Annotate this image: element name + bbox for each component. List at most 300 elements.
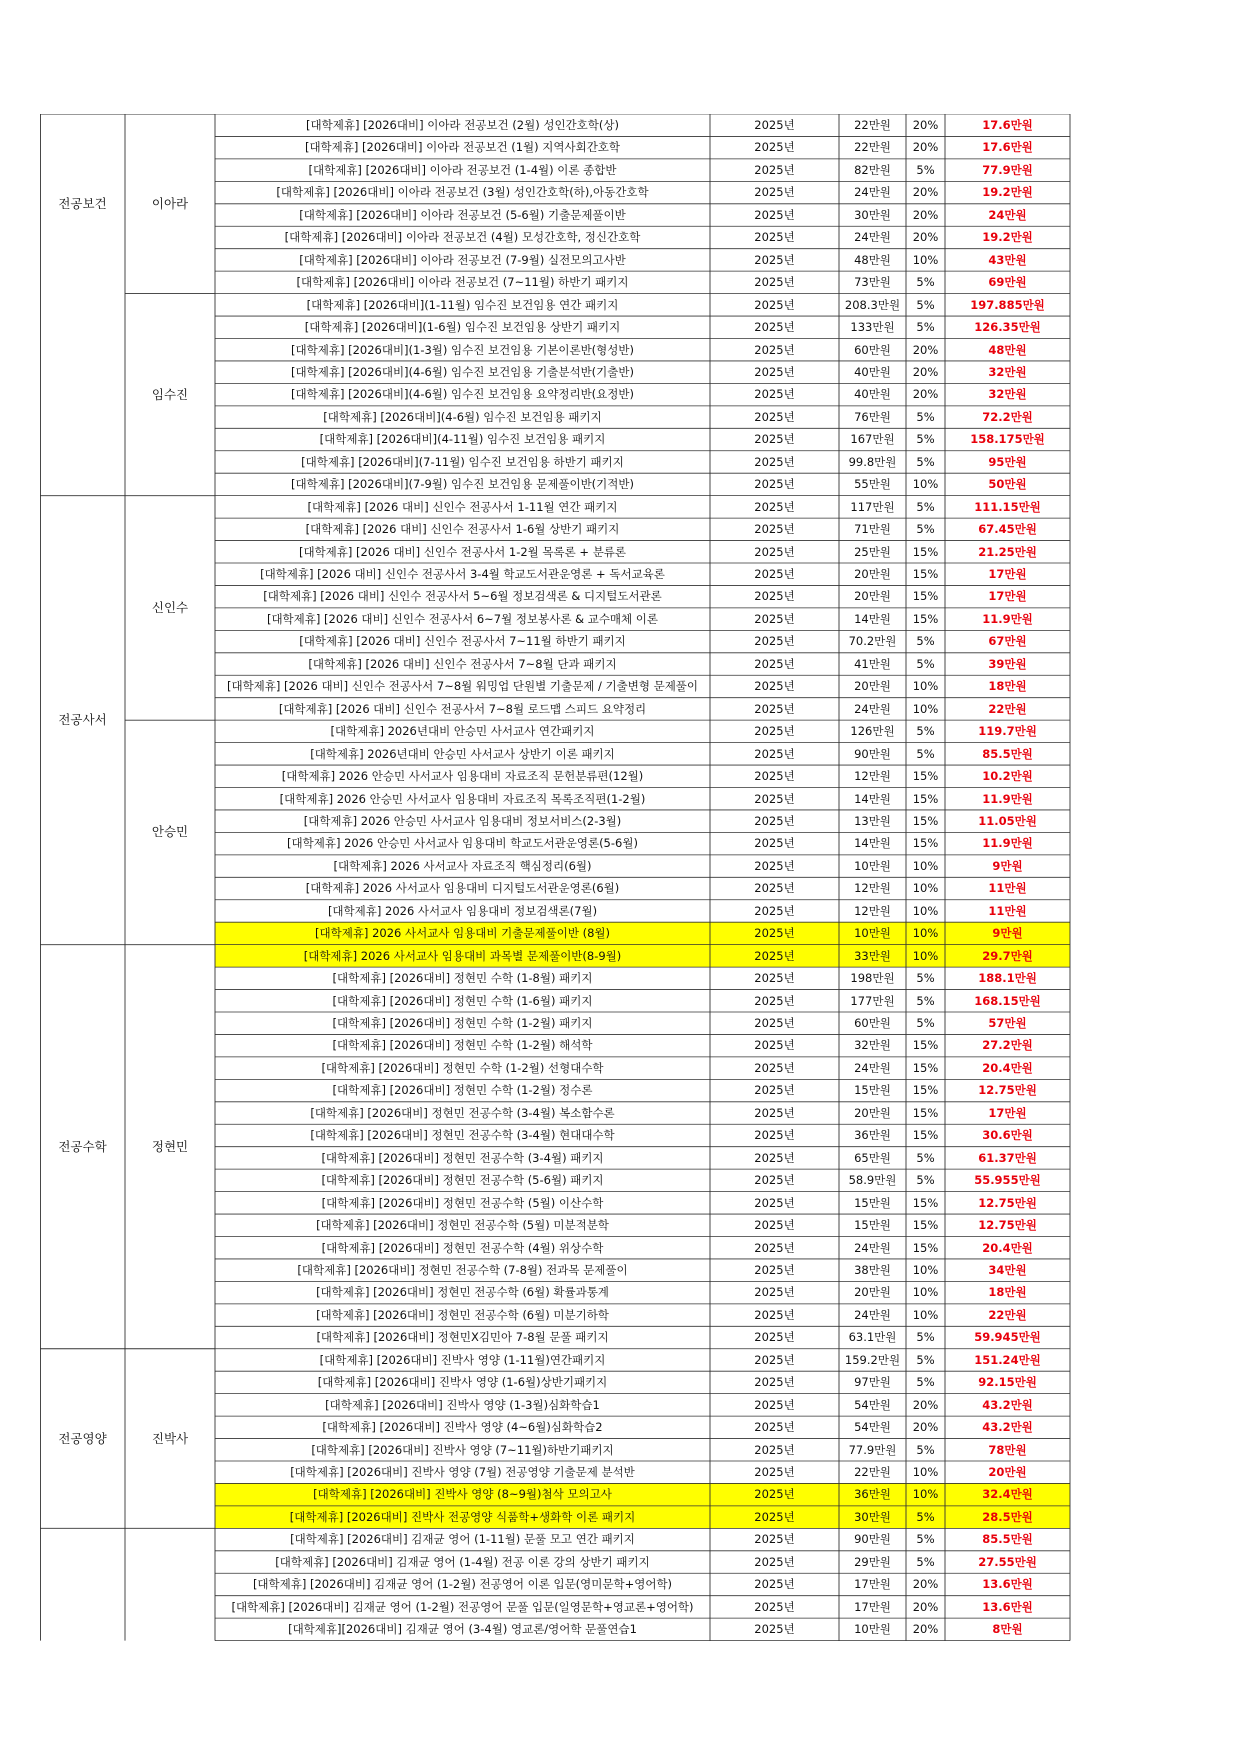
discount-cell: 20% bbox=[912, 1397, 939, 1412]
category-label: 전공영양 bbox=[58, 1430, 107, 1446]
discount-cell: 10% bbox=[912, 858, 939, 873]
discount-cell: 15% bbox=[912, 1128, 939, 1143]
final-price-cell: 24만원 bbox=[988, 207, 1027, 222]
final-price-cell: 27.55만원 bbox=[978, 1554, 1037, 1569]
course-title-cell: [대학제휴] [2026대비] 이아라 전공보건 (7~11월) 하반기 패키지 bbox=[296, 275, 629, 290]
year-cell: 2025년 bbox=[754, 611, 795, 626]
final-price-cell: 12.75만원 bbox=[978, 1218, 1037, 1233]
course-title-cell: [대학제휴] [2026대비] 이아라 전공보건 (3월) 성인간호학(하),아동간호학 bbox=[276, 185, 649, 200]
teacher-name: 안승민 bbox=[151, 824, 189, 840]
discount-cell: 5% bbox=[916, 1150, 935, 1165]
original-price-cell: 22만원 bbox=[854, 140, 891, 155]
discount-cell: 20% bbox=[912, 1622, 939, 1637]
original-price-cell: 41만원 bbox=[854, 656, 891, 671]
year-cell: 2025년 bbox=[754, 1465, 795, 1479]
year-cell: 2025년 bbox=[754, 769, 795, 784]
course-title-cell: [대학제휴] [2026대비] 이아라 전공보건 (4월) 모성간호학, 정신간호학 bbox=[284, 230, 641, 245]
final-price-cell: 85.5만원 bbox=[982, 746, 1033, 761]
discount-cell: 15% bbox=[912, 1218, 939, 1233]
final-price-cell: 39만원 bbox=[988, 656, 1027, 671]
final-price-cell: 77.9만원 bbox=[982, 162, 1033, 177]
teacher-name: 신인수 bbox=[151, 599, 189, 615]
year-cell: 2025년 bbox=[754, 1240, 795, 1255]
course-title-cell: [대학제휴] [2026대비] 정현민 수학 (1-6월) 패키지 bbox=[332, 993, 593, 1008]
discount-cell: 15% bbox=[912, 1105, 939, 1120]
original-price-cell: 90만원 bbox=[854, 746, 891, 761]
discount-cell: 5% bbox=[916, 1532, 935, 1547]
year-cell: 2025년 bbox=[754, 679, 795, 694]
final-price-cell: 197.885만원 bbox=[970, 297, 1045, 312]
course-title-cell: [대학제휴] [2026대비] 정현민 전공수학 (5월) 이산수학 bbox=[321, 1195, 604, 1210]
final-price-cell: 188.1만원 bbox=[978, 971, 1037, 986]
discount-cell: 15% bbox=[912, 836, 939, 851]
final-price-cell: 19.2만원 bbox=[982, 230, 1033, 245]
discount-cell: 20% bbox=[912, 118, 939, 132]
original-price-cell: 24만원 bbox=[854, 701, 891, 716]
course-title-cell: [대학제휴] 2026 안승민 사서교사 임용대비 자료조직 목록조직편(1-2월) bbox=[279, 791, 646, 806]
original-price-cell: 40만원 bbox=[854, 364, 891, 379]
course-title-cell: [대학제휴] [2026대비](4-6월) 임수진 보건임용 기출분석반(기출반) bbox=[291, 364, 634, 379]
discount-cell: 15% bbox=[912, 1060, 939, 1075]
discount-cell: 10% bbox=[906, 922, 945, 944]
final-price-cell: 61.37만원 bbox=[978, 1150, 1037, 1165]
discount-cell: 15% bbox=[912, 1083, 939, 1098]
discount-cell: 15% bbox=[912, 567, 939, 581]
final-price-cell: 50만원 bbox=[988, 477, 1027, 492]
year-cell: 2025년 bbox=[754, 118, 795, 132]
year-cell: 2025년 bbox=[754, 1038, 795, 1053]
year-cell: 2025년 bbox=[754, 656, 795, 671]
discount-cell: 10% bbox=[912, 1307, 939, 1322]
year-cell: 2025년 bbox=[754, 858, 795, 873]
course-title-cell: [대학제휴] [2026대비] 진박사 전공영양 식품학+생화학 이론 패키지 bbox=[215, 1506, 710, 1528]
year-cell: 2025년 bbox=[754, 1352, 795, 1367]
year-cell: 2025년 bbox=[754, 1105, 795, 1120]
year-cell: 2025년 bbox=[754, 971, 795, 986]
final-price-cell: 17.6만원 bbox=[982, 118, 1033, 132]
course-title-cell: [대학제휴] [2026대비] 김재균 영어 (1-4월) 전공 이론 강의 상반기 패키지 bbox=[275, 1554, 650, 1569]
course-title-cell: [대학제휴] [2026대비] 이아라 전공보건 (1월) 지역사회간호학 bbox=[304, 140, 621, 155]
course-title-cell: [대학제휴] [2026대비] 진박사 영양 (4~6월)심화학습2 bbox=[322, 1420, 603, 1435]
original-price-cell: 24만원 bbox=[854, 1307, 891, 1322]
year-cell: 2025년 bbox=[754, 387, 795, 402]
original-price-cell: 10만원 bbox=[839, 922, 906, 944]
discount-cell: 10% bbox=[912, 881, 939, 896]
original-price-cell: 29만원 bbox=[854, 1554, 891, 1569]
final-price-cell: 11만원 bbox=[988, 903, 1027, 918]
year-cell: 2025년 bbox=[754, 477, 795, 492]
original-price-cell: 198만원 bbox=[850, 971, 895, 986]
discount-cell: 5% bbox=[916, 409, 935, 424]
original-price-cell: 14만원 bbox=[854, 791, 891, 806]
year-cell: 2025년 bbox=[754, 1599, 795, 1614]
year-cell: 2025년 bbox=[754, 1173, 795, 1188]
year-cell: 2025년 bbox=[710, 922, 839, 944]
final-price-cell: 29.7만원 bbox=[945, 945, 1070, 967]
course-title-cell: [대학제휴] [2026대비] 이아라 전공보건 (7-9월) 실전모의고사반 bbox=[299, 252, 626, 267]
discount-cell: 15% bbox=[912, 611, 939, 626]
discount-cell: 5% bbox=[916, 746, 935, 761]
year-cell: 2025년 bbox=[754, 1330, 795, 1345]
course-title-cell: [대학제휴] [2026대비] 진박사 영양 (7월) 전공영양 기출문제 분석반 bbox=[290, 1465, 635, 1479]
course-title-cell: [대학제휴] [2026대비] 정현민 전공수학 (7-8월) 전과목 문제풀이 bbox=[297, 1262, 628, 1277]
final-price-cell: 17.6만원 bbox=[982, 140, 1033, 155]
original-price-cell: 71만원 bbox=[854, 522, 891, 537]
original-price-cell: 10만원 bbox=[854, 858, 891, 873]
final-price-cell: 48만원 bbox=[988, 342, 1027, 357]
final-price-cell: 43만원 bbox=[988, 252, 1027, 267]
course-title-cell: [대학제휴] [2026대비] 정현민 수학 (1-8월) 패키지 bbox=[332, 971, 593, 986]
original-price-cell: 54만원 bbox=[854, 1397, 891, 1412]
course-title-cell: [대학제휴] [2026대비] 정현민 전공수학 (5-6월) 패키지 bbox=[321, 1173, 604, 1188]
discount-cell: 15% bbox=[912, 813, 939, 828]
original-price-cell: 76만원 bbox=[854, 409, 891, 424]
year-cell: 2025년 bbox=[754, 836, 795, 851]
course-title-cell: [대학제휴] [2026대비] 진박사 영양 (1-6월)상반기패키지 bbox=[317, 1375, 608, 1390]
discount-cell: 5% bbox=[916, 1330, 935, 1345]
discount-cell: 5% bbox=[916, 1173, 935, 1188]
year-cell: 2025년 bbox=[754, 881, 795, 896]
discount-cell: 20% bbox=[912, 207, 939, 222]
course-title-cell: [대학제휴] [2026대비](4-6월) 임수진 보건임용 패키지 bbox=[323, 409, 602, 424]
year-cell: 2025년 bbox=[754, 701, 795, 716]
discount-cell: 5% bbox=[916, 162, 935, 177]
final-price-cell: 22만원 bbox=[988, 701, 1027, 716]
final-price-cell: 168.15만원 bbox=[974, 993, 1041, 1008]
original-price-cell: 90만원 bbox=[854, 1532, 891, 1547]
original-price-cell: 25만원 bbox=[854, 544, 891, 559]
final-price-cell: 9만원 bbox=[945, 922, 1070, 944]
course-title-cell: [대학제휴] [2026대비] 정현민 전공수학 (5월) 미분적분학 bbox=[316, 1218, 609, 1233]
original-price-cell: 167만원 bbox=[850, 432, 895, 447]
original-price-cell: 20만원 bbox=[854, 1285, 891, 1300]
course-title-cell: [대학제휴] [2026 대비] 신인수 전공사서 7~8월 단과 패키지 bbox=[308, 656, 617, 671]
category-label: 전공보건 bbox=[58, 195, 107, 211]
course-title-cell: [대학제휴] 2026 사서교사 임용대비 기출문제풀이반 (8월) bbox=[215, 922, 710, 944]
course-title-cell: [대학제휴] [2026대비] 이아라 전공보건 (5-6월) 기출문제풀이반 bbox=[299, 207, 626, 222]
original-price-cell: 24만원 bbox=[854, 1060, 891, 1075]
year-cell: 2025년 bbox=[754, 1307, 795, 1322]
original-price-cell: 12만원 bbox=[854, 903, 891, 918]
original-price-cell: 15만원 bbox=[854, 1218, 891, 1233]
year-cell: 2025년 bbox=[754, 1375, 795, 1390]
year-cell: 2025년 bbox=[754, 1442, 795, 1457]
original-price-cell: 24만원 bbox=[854, 185, 891, 200]
course-title-cell: [대학제휴] [2026대비] 김재균 영어 (1-11월) 문풀 모고 연간 패키지 bbox=[290, 1532, 635, 1547]
final-price-cell: 32만원 bbox=[988, 364, 1027, 379]
discount-cell: 5% bbox=[916, 320, 935, 335]
final-price-cell: 10.2만원 bbox=[982, 769, 1033, 784]
final-price-cell: 55.955만원 bbox=[974, 1173, 1041, 1188]
course-title-cell: [대학제휴] [2026대비](7-11월) 임수진 보건임용 하반기 패키지 bbox=[301, 454, 624, 469]
year-cell: 2025년 bbox=[754, 432, 795, 447]
discount-cell: 15% bbox=[912, 1038, 939, 1053]
year-cell: 2025년 bbox=[754, 589, 795, 604]
discount-cell: 5% bbox=[916, 1554, 935, 1569]
final-price-cell: 158.175만원 bbox=[970, 432, 1045, 447]
final-price-cell: 92.15만원 bbox=[978, 1375, 1037, 1390]
final-price-cell: 28.5만원 bbox=[945, 1506, 1070, 1528]
discount-cell: 5% bbox=[916, 724, 935, 739]
final-price-cell: 32.4만원 bbox=[945, 1483, 1070, 1505]
discount-cell: 5% bbox=[916, 275, 935, 290]
original-price-cell: 14만원 bbox=[854, 836, 891, 851]
course-title-cell: [대학제휴] [2026 대비] 신인수 전공사서 5~6월 정보검색론 & 디지털도서관론 bbox=[263, 589, 662, 604]
final-price-cell: 57만원 bbox=[988, 1016, 1027, 1030]
year-cell: 2025년 bbox=[754, 1128, 795, 1143]
original-price-cell: 15만원 bbox=[854, 1195, 891, 1210]
discount-cell: 5% bbox=[916, 1375, 935, 1390]
teacher-name: 진박사 bbox=[151, 1430, 189, 1446]
original-price-cell: 13만원 bbox=[854, 813, 891, 828]
course-title-cell: [대학제휴] 2026 사서교사 자료조직 핵심정리(6월) bbox=[333, 858, 592, 873]
discount-cell: 20% bbox=[912, 1420, 939, 1435]
course-title-cell: [대학제휴] [2026대비] 진박사 영양 (8~9월)첨삭 모의고사 bbox=[215, 1483, 710, 1505]
final-price-cell: 11만원 bbox=[988, 881, 1027, 896]
final-price-cell: 151.24만원 bbox=[974, 1352, 1041, 1367]
course-title-cell: [대학제휴] [2026대비] 김재균 영어 (1-2월) 전공영어 문풀 입문(일영문학+영교론+영어학) bbox=[231, 1599, 694, 1614]
discount-cell: 15% bbox=[912, 769, 939, 784]
year-cell: 2025년 bbox=[754, 1397, 795, 1412]
final-price-cell: 12.75만원 bbox=[978, 1083, 1037, 1098]
course-title-cell: [대학제휴] [2026대비] 정현민 전공수학 (6월) 미분기하학 bbox=[316, 1307, 609, 1322]
course-title-cell: [대학제휴] [2026대비] 이아라 전공보건 (1-4월) 이론 종합반 bbox=[308, 162, 617, 177]
year-cell: 2025년 bbox=[754, 791, 795, 806]
discount-cell: 5% bbox=[916, 634, 935, 649]
year-cell: 2025년 bbox=[754, 1420, 795, 1435]
final-price-cell: 11.05만원 bbox=[978, 813, 1037, 828]
original-price-cell: 10만원 bbox=[854, 1622, 891, 1637]
discount-cell: 10% bbox=[912, 701, 939, 716]
course-title-cell: [대학제휴][2026대비] 김재균 영어 (3-4월) 영교론/영어학 문풀연습1 bbox=[288, 1622, 637, 1637]
original-price-cell: 22만원 bbox=[854, 118, 891, 132]
original-price-cell: 70.2만원 bbox=[848, 634, 897, 649]
original-price-cell: 48만원 bbox=[854, 252, 891, 267]
final-price-cell: 12.75만원 bbox=[978, 1195, 1037, 1210]
course-price-table bbox=[40, 114, 1196, 1641]
original-price-cell: 36만원 bbox=[839, 1483, 906, 1505]
course-title-cell: [대학제휴] [2026대비] 정현민 전공수학 (3-4월) 복소함수론 bbox=[310, 1105, 615, 1120]
discount-cell: 20% bbox=[912, 342, 939, 357]
year-cell: 2025년 bbox=[754, 522, 795, 537]
course-title-cell: [대학제휴] [2026대비] 정현민 수학 (1-2월) 패키지 bbox=[332, 1016, 593, 1030]
original-price-cell: 14만원 bbox=[854, 611, 891, 626]
year-cell: 2025년 bbox=[754, 364, 795, 379]
discount-cell: 10% bbox=[912, 252, 939, 267]
course-title-cell: [대학제휴] [2026 대비] 신인수 전공사서 7~8월 워밍업 단원별 기출문제 / 기출변형 문제풀이 bbox=[226, 679, 699, 694]
year-cell: 2025년 bbox=[754, 162, 795, 177]
course-title-cell: [대학제휴] [2026대비] 정현민X김민아 7-8월 문풀 패키지 bbox=[316, 1330, 609, 1345]
final-price-cell: 59.945만원 bbox=[974, 1330, 1041, 1345]
original-price-cell: 17만원 bbox=[854, 1577, 891, 1592]
category-label: 전공수학 bbox=[58, 1138, 107, 1154]
discount-cell: 5% bbox=[916, 522, 935, 537]
final-price-cell: 13.6만원 bbox=[982, 1599, 1033, 1614]
table-grid-lines bbox=[40, 114, 1196, 1643]
course-title-cell: [대학제휴] [2026대비] 이아라 전공보건 (2월) 성인간호학(상) bbox=[306, 118, 619, 132]
final-price-cell: 43.2만원 bbox=[982, 1420, 1033, 1435]
year-cell: 2025년 bbox=[754, 1285, 795, 1300]
original-price-cell: 33만원 bbox=[839, 945, 906, 967]
discount-cell: 5% bbox=[916, 454, 935, 469]
course-title-cell: [대학제휴] 2026 사서교사 임용대비 디지털도서관운영론(6월) bbox=[305, 881, 620, 896]
original-price-cell: 60만원 bbox=[854, 342, 891, 357]
course-title-cell: [대학제휴] [2026대비](4-6월) 임수진 보건임용 요약정리반(요정반) bbox=[291, 387, 634, 402]
year-cell: 2025년 bbox=[754, 342, 795, 357]
final-price-cell: 8만원 bbox=[992, 1622, 1023, 1637]
final-price-cell: 67.45만원 bbox=[978, 522, 1037, 537]
discount-cell: 5% bbox=[916, 1442, 935, 1457]
course-title-cell: [대학제휴] [2026 대비] 신인수 전공사서 1-11월 연간 패키지 bbox=[307, 499, 618, 514]
original-price-cell: 17만원 bbox=[854, 1599, 891, 1614]
original-price-cell: 40만원 bbox=[854, 387, 891, 402]
discount-cell: 5% bbox=[916, 1352, 935, 1367]
discount-cell: 20% bbox=[912, 230, 939, 245]
year-cell: 2025년 bbox=[754, 813, 795, 828]
course-title-cell: [대학제휴] [2026대비] 김재균 영어 (1-2월) 전공영어 이론 입문(영미문학+영어학) bbox=[252, 1577, 673, 1592]
year-cell: 2025년 bbox=[754, 567, 795, 581]
year-cell: 2025년 bbox=[754, 1083, 795, 1098]
year-cell: 2025년 bbox=[754, 1622, 795, 1637]
year-cell: 2025년 bbox=[754, 320, 795, 335]
course-title-cell: [대학제휴] [2026 대비] 신인수 전공사서 1-6월 상반기 패키지 bbox=[305, 522, 620, 537]
category-label: 전공사서 bbox=[58, 712, 107, 728]
teacher-name: 임수진 bbox=[151, 386, 189, 402]
year-cell: 2025년 bbox=[754, 634, 795, 649]
discount-cell: 20% bbox=[912, 185, 939, 200]
original-price-cell: 12만원 bbox=[854, 769, 891, 784]
discount-cell: 5% bbox=[916, 499, 935, 514]
final-price-cell: 11.9만원 bbox=[982, 791, 1033, 806]
year-cell: 2025년 bbox=[754, 252, 795, 267]
year-cell: 2025년 bbox=[754, 409, 795, 424]
final-price-cell: 11.9만원 bbox=[982, 836, 1033, 851]
final-price-cell: 17만원 bbox=[988, 567, 1027, 581]
course-title-cell: [대학제휴] [2026 대비] 신인수 전공사서 3-4월 학교도서관운영론 + 독서교육론 bbox=[260, 567, 665, 581]
year-cell: 2025년 bbox=[754, 454, 795, 469]
original-price-cell: 36만원 bbox=[854, 1128, 891, 1143]
course-title-cell: [대학제휴] 2026 안승민 사서교사 임용대비 학교도서관운영론(5-6월) bbox=[287, 836, 638, 851]
teacher-name: 정현민 bbox=[151, 1138, 189, 1154]
final-price-cell: 18만원 bbox=[988, 679, 1027, 694]
discount-cell: 10% bbox=[906, 945, 945, 967]
course-title-cell: [대학제휴] [2026대비] 정현민 전공수학 (3-4월) 현대대수학 bbox=[310, 1128, 615, 1143]
final-price-cell: 9만원 bbox=[992, 858, 1023, 873]
discount-cell: 10% bbox=[912, 1465, 939, 1479]
discount-cell: 15% bbox=[912, 791, 939, 806]
discount-cell: 10% bbox=[912, 477, 939, 492]
original-price-cell: 20만원 bbox=[854, 1105, 891, 1120]
original-price-cell: 15만원 bbox=[854, 1083, 891, 1098]
year-cell: 2025년 bbox=[754, 140, 795, 155]
original-price-cell: 133만원 bbox=[850, 320, 895, 335]
original-price-cell: 12만원 bbox=[854, 881, 891, 896]
final-price-cell: 43.2만원 bbox=[982, 1397, 1033, 1412]
original-price-cell: 20만원 bbox=[854, 679, 891, 694]
final-price-cell: 30.6만원 bbox=[982, 1128, 1033, 1143]
course-title-cell: [대학제휴] [2026대비] 정현민 전공수학 (3-4월) 패키지 bbox=[321, 1150, 604, 1165]
course-title-cell: [대학제휴] [2026대비] 정현민 수학 (1-2월) 해석학 bbox=[332, 1038, 593, 1053]
final-price-cell: 69만원 bbox=[988, 275, 1027, 290]
discount-cell: 5% bbox=[916, 971, 935, 986]
final-price-cell: 119.7만원 bbox=[978, 724, 1037, 739]
original-price-cell: 58.9만원 bbox=[848, 1173, 897, 1188]
final-price-cell: 20만원 bbox=[988, 1465, 1027, 1479]
course-title-cell: [대학제휴] 2026 안승민 사서교사 임용대비 정보서비스(2-3월) bbox=[303, 813, 622, 828]
original-price-cell: 99.8만원 bbox=[848, 454, 897, 469]
final-price-cell: 85.5만원 bbox=[982, 1532, 1033, 1547]
original-price-cell: 208.3만원 bbox=[844, 297, 901, 312]
year-cell: 2025년 bbox=[754, 746, 795, 761]
year-cell: 2025년 bbox=[754, 1060, 795, 1075]
course-title-cell: [대학제휴] [2026대비] 진박사 영양 (7~11월)하반기패키지 bbox=[311, 1442, 614, 1457]
course-title-cell: [대학제휴] [2026대비] 진박사 영양 (1-11월)연간패키지 bbox=[319, 1352, 606, 1367]
discount-cell: 20% bbox=[912, 364, 939, 379]
final-price-cell: 67만원 bbox=[988, 634, 1027, 649]
year-cell: 2025년 bbox=[754, 1150, 795, 1165]
course-title-cell: [대학제휴] [2026 대비] 신인수 전공사서 7~11월 하반기 패키지 bbox=[299, 634, 626, 649]
year-cell: 2025년 bbox=[754, 1554, 795, 1569]
original-price-cell: 38만원 bbox=[854, 1262, 891, 1277]
course-title-cell: [대학제휴] [2026대비](4-11월) 임수진 보건임용 패키지 bbox=[319, 432, 606, 447]
original-price-cell: 126만원 bbox=[850, 724, 895, 739]
discount-cell: 15% bbox=[912, 1240, 939, 1255]
final-price-cell: 32만원 bbox=[988, 387, 1027, 402]
year-cell: 2025년 bbox=[710, 945, 839, 967]
original-price-cell: 159.2만원 bbox=[844, 1352, 901, 1367]
original-price-cell: 77.9만원 bbox=[848, 1442, 897, 1457]
year-cell: 2025년 bbox=[754, 230, 795, 245]
final-price-cell: 19.2만원 bbox=[982, 185, 1033, 200]
discount-cell: 5% bbox=[916, 297, 935, 312]
year-cell: 2025년 bbox=[754, 1262, 795, 1277]
teacher-name: 이아라 bbox=[151, 195, 189, 211]
original-price-cell: 20만원 bbox=[854, 589, 891, 604]
final-price-cell: 17만원 bbox=[988, 1105, 1027, 1120]
final-price-cell: 20.4만원 bbox=[982, 1060, 1033, 1075]
discount-cell: 10% bbox=[912, 903, 939, 918]
year-cell: 2025년 bbox=[754, 993, 795, 1008]
year-cell: 2025년 bbox=[754, 724, 795, 739]
year-cell: 2025년 bbox=[754, 275, 795, 290]
year-cell: 2025년 bbox=[754, 1218, 795, 1233]
course-title-cell: [대학제휴] 2026년대비 안승민 사서교사 연간패키지 bbox=[330, 724, 595, 739]
final-price-cell: 22만원 bbox=[988, 1307, 1027, 1322]
final-price-cell: 27.2만원 bbox=[982, 1038, 1033, 1053]
year-cell: 2025년 bbox=[754, 1016, 795, 1030]
year-cell: 2025년 bbox=[754, 544, 795, 559]
final-price-cell: 20.4만원 bbox=[982, 1240, 1033, 1255]
discount-cell: 5% bbox=[916, 656, 935, 671]
discount-cell: 10% bbox=[912, 1285, 939, 1300]
final-price-cell: 21.25만원 bbox=[978, 544, 1037, 559]
course-title-cell: [대학제휴] [2026대비] 진박사 영양 (1-3월)심화학습1 bbox=[325, 1397, 600, 1412]
discount-cell: 5% bbox=[906, 1506, 945, 1528]
course-title-cell: [대학제휴] 2026 안승민 사서교사 임용대비 자료조직 문헌분류편(12월) bbox=[281, 769, 644, 784]
discount-cell: 15% bbox=[912, 1195, 939, 1210]
course-title-cell: [대학제휴] 2026 사서교사 임용대비 과목별 문제풀이반(8-9월) bbox=[215, 945, 710, 967]
discount-cell: 20% bbox=[912, 140, 939, 155]
original-price-cell: 24만원 bbox=[854, 230, 891, 245]
original-price-cell: 55만원 bbox=[854, 477, 891, 492]
discount-cell: 10% bbox=[912, 679, 939, 694]
original-price-cell: 54만원 bbox=[854, 1420, 891, 1435]
original-price-cell: 32만원 bbox=[854, 1038, 891, 1053]
course-title-cell: [대학제휴] [2026 대비] 신인수 전공사서 6~7월 정보봉사론 & 교수매체 이론 bbox=[266, 611, 659, 626]
discount-cell: 20% bbox=[912, 1577, 939, 1592]
course-title-cell: [대학제휴] [2026대비](1-6월) 임수진 보건임용 상반기 패키지 bbox=[304, 320, 621, 335]
final-price-cell: 126.35만원 bbox=[974, 320, 1041, 335]
